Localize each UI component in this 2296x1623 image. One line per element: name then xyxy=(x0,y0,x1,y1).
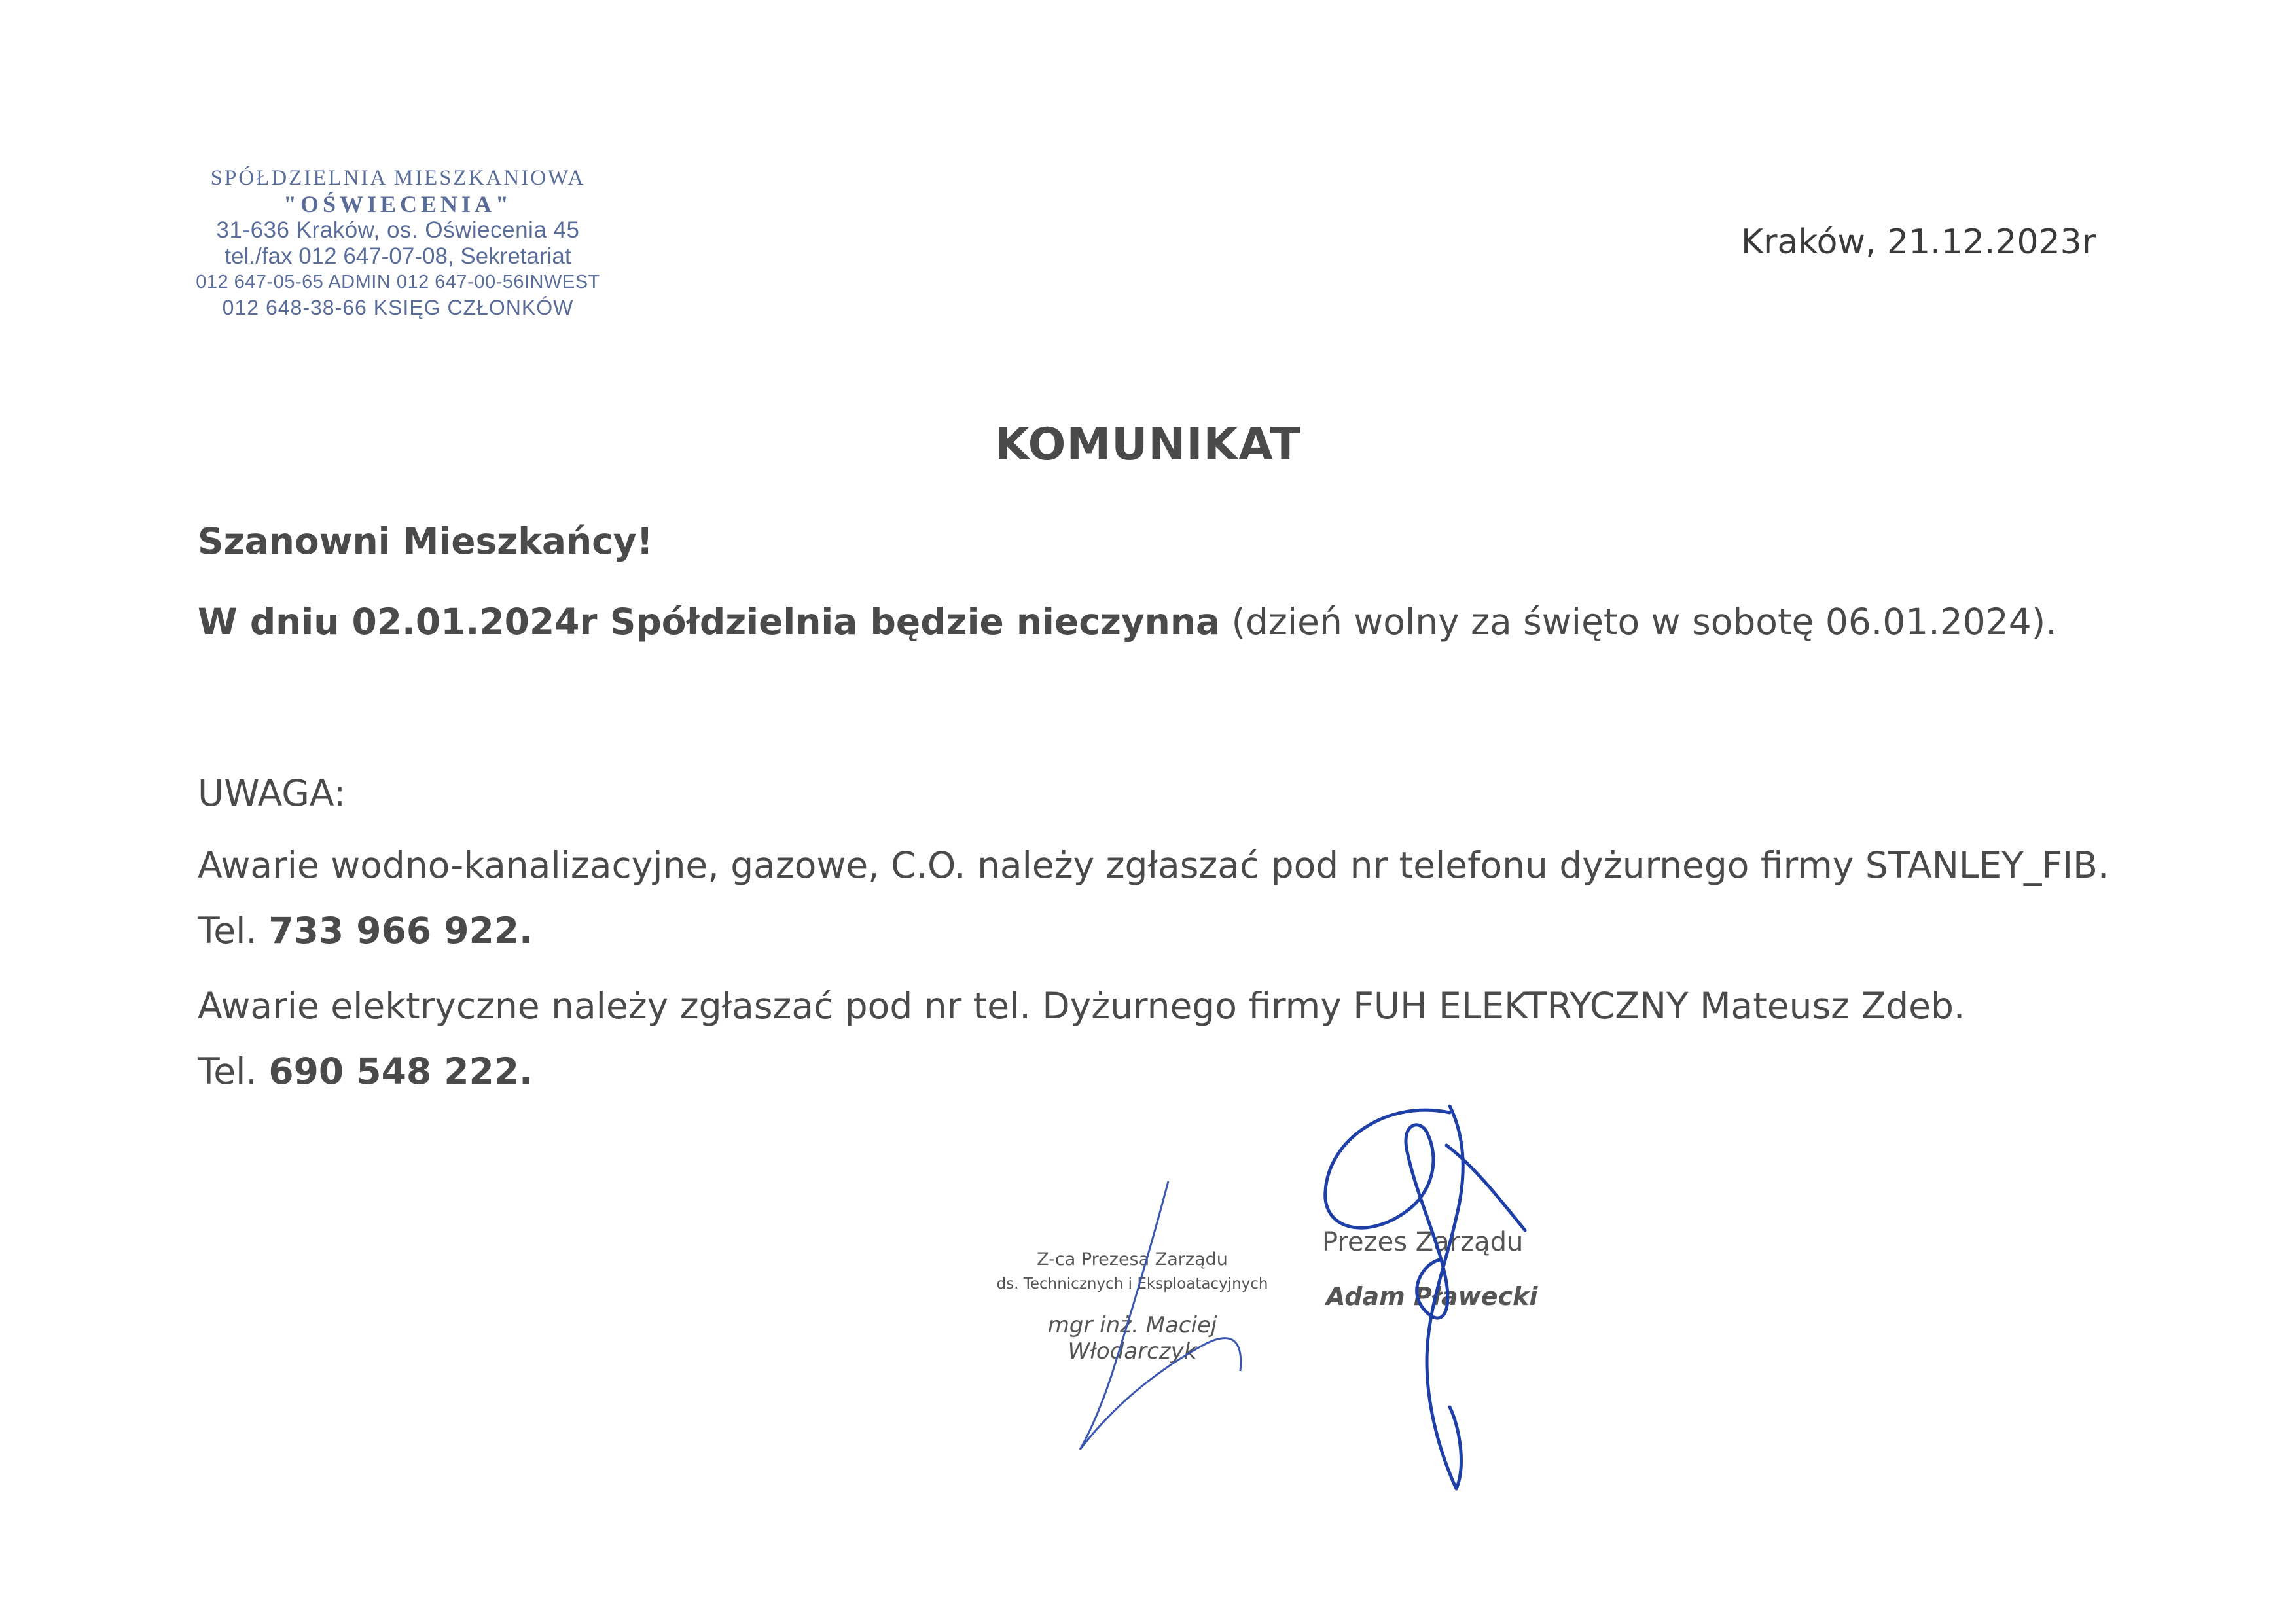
stamp-line-5: 012 647-05-65 ADMIN 012 647-00-56INWEST xyxy=(196,272,600,293)
uwaga-heading: UWAGA: xyxy=(198,772,346,814)
signature-role: Z-ca Prezesa Zarządu xyxy=(1037,1249,1228,1270)
stamp-line-4: tel./fax 012 647-07-08, Sekretariat xyxy=(224,243,571,269)
tel-label: Tel. xyxy=(198,1050,269,1092)
closed-notice-bold: W dniu 02.01.2024r Spółdzielnia będzie nieczynna xyxy=(198,601,1221,643)
closed-notice-detail: (dzień wolny za święto w sobotę 06.01.2024). xyxy=(1220,601,2057,643)
emergency-water-text: Awarie wodno-kanalizacyjne, gazowe, C.O. należy zgłaszać pod nr telefonu dyżurnego firmy STANLEY_FIB. xyxy=(198,844,2109,886)
signature-name: mgr inż. Maciej Włodarczyk xyxy=(1047,1312,1217,1364)
signature-role-detail: ds. Technicznych i Eksploatacyjnych xyxy=(996,1275,1268,1293)
tel-label: Tel. xyxy=(198,910,269,952)
stamp-line-1: SPÓŁDZIELNIA MIESZKANIOWA xyxy=(210,166,586,190)
stamp-line-3: 31-636 Kraków, os. Oświecenia 45 xyxy=(216,217,580,243)
document-title: KOMUNIKAT xyxy=(995,419,1301,471)
greeting: Szanowni Mieszkańcy! xyxy=(198,520,653,562)
tel-number: 690 548 222. xyxy=(268,1050,533,1092)
document-date: Kraków, 21.12.2023r xyxy=(1741,223,2096,262)
signature-role: Prezes Zarządu xyxy=(1322,1227,1524,1257)
signature-scribble-right xyxy=(1325,1106,1525,1489)
tel-number: 733 966 922. xyxy=(268,910,533,952)
stamp-line-2: "OŚWIECENIA" xyxy=(283,191,513,217)
signature-scribble-left xyxy=(1080,1181,1241,1450)
emergency-electric-text: Awarie elektryczne należy zgłaszać pod nr tel. Dyżurnego firmy FUH ELEKTRYCZNY Mateusz Zdeb. xyxy=(198,985,1965,1027)
stamp-line-6: 012 648-38-66 KSIĘG CZŁONKÓW xyxy=(222,296,574,319)
signature-name: Adam Pławecki xyxy=(1326,1282,1538,1311)
